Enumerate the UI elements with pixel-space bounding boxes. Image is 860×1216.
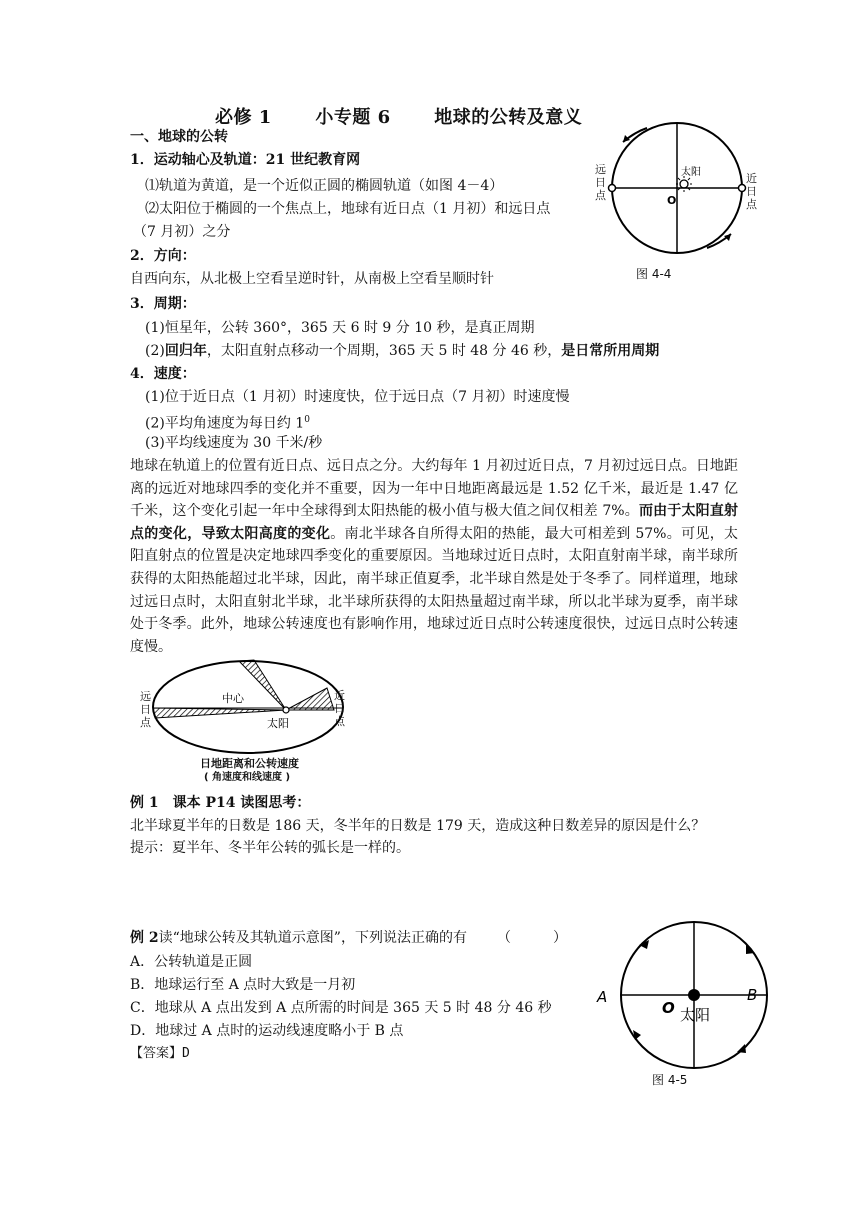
example1-line1: 北半球夏半年的日数是 186 天，冬半年的日数是 179 天，造成这种日数差异的原因是什么？ xyxy=(130,818,706,834)
example2-question xyxy=(130,928,567,948)
item3-heading: 3．周期： xyxy=(130,296,196,312)
ellipse-caption1: 日地距离和公转速度 xyxy=(200,757,299,770)
fig44-near-label: 近日点 xyxy=(746,172,757,211)
item3-line1: (1)恒星年，公转 360°，365 天 6 时 9 分 10 秒，是真正周期 xyxy=(145,320,535,336)
paragraph-rest: 。南北半球各自所得太阳的热能，最大可相差到 57%。可见，太阳直射点的位置是决定地球四季变化的重要原因。当地球过近日点时，太阳直射南半球，南半球所获得的太阳热能超过北半球，因此，南半球正值夏季，北半球自然是处于冬季了。同样道理，地球过远日点时，太阳直射北半球，北半球所获得的太阳热量超过南半球，所以北半球为夏季，南半球处于冬季。此外，地球公转速度也有影响作用，地球过近日点时公转速度很快，过远日点时公转速度慢。 xyxy=(130,525,738,655)
item4-line3: (3)平均线速度为 30 千米/秒 xyxy=(145,435,323,451)
section-heading: 一、地球的公转 xyxy=(130,129,228,145)
item3-line2-d: 是日常所用周期 xyxy=(561,343,660,359)
fig45-a-label: A xyxy=(597,988,608,1006)
example2-question-text: 读“地球公转及其轨道示意图”，下列说法正确的有 xyxy=(158,930,467,946)
answer: 【答案】D xyxy=(130,1046,190,1061)
ellipse-sun-label: 太阳 xyxy=(267,717,289,730)
paragraph-p1: 地球在轨道上的位置有近日点、远日点之分。大约每年 1 月初过近日点，7 月初过远日点。日地距离的远近对地球四季的变化并不重要，因为一年中日地距离最远是 1.52 亿千米，最近是 1.47 亿千米，这个变化引起一年中全球得到太阳热能的极小值与极大值之间仅相差 7%。 xyxy=(130,458,738,520)
fig45-center-label: O xyxy=(662,999,675,1017)
fig45-b-label: B xyxy=(747,986,758,1004)
item4-heading: 4．速度： xyxy=(130,366,196,382)
title-part2: 小专题 6 xyxy=(315,107,391,128)
item4-line2-text: (2)平均角速度为每日约 1 xyxy=(145,415,305,432)
item1-line3: （7 月初）之分 xyxy=(133,224,231,240)
option-a: A．公转轨道是正圆 xyxy=(130,954,253,970)
figure-4-5 xyxy=(595,918,770,1073)
item3-line2 xyxy=(145,341,659,361)
ellipse-center-label: 中心 xyxy=(222,692,244,705)
fig44-center-label: O xyxy=(667,194,677,207)
item2-heading: 2．方向： xyxy=(130,248,196,264)
item1-heading: 1．运动轴心及轨道：21 世纪教育网 xyxy=(130,152,361,168)
sun-icon xyxy=(283,707,289,713)
item3-line2-c: ，太阳直射点移动一个周期，365 天 5 时 48 分 46 秒， xyxy=(206,343,562,359)
fig44-far-label: 远日点 xyxy=(595,163,606,202)
ellipse-near-label: 近日点 xyxy=(334,689,345,728)
item1-line2: ⑵太阳位于椭圆的一个焦点上，地球有近日点（1 月初）和远日点 xyxy=(145,201,551,217)
example2-heading: 例 2 xyxy=(130,930,159,946)
arrowhead-icon xyxy=(746,945,755,954)
option-d: D．地球过 A 点时的运动线速度略小于 B 点 xyxy=(130,1023,404,1039)
main-paragraph xyxy=(130,455,738,658)
item4-line2-sup: 0 xyxy=(304,415,310,425)
paragraph-bold: 而由于太阳直射点的变化，导致太阳高度的变化 xyxy=(130,503,738,542)
sun-icon xyxy=(676,176,692,192)
item3-line2-a: (2) xyxy=(145,343,165,359)
option-c: C．地球从 A 点出发到 A 点所需的时间是 365 天 5 时 48 分 46 秒 xyxy=(130,1000,552,1016)
arrowhead-icon xyxy=(737,1044,746,1053)
example1-line2: 提示：夏半年、冬半年公转的弧长是一样的。 xyxy=(130,840,410,856)
item4-line1: (1)位于近日点（1 月初）时速度快，位于远日点（7 月初）时速度慢 xyxy=(145,389,570,405)
example2-paren: （ ） xyxy=(496,930,567,946)
title-part3: 地球的公转及意义 xyxy=(434,107,583,128)
title-part1: 必修 1 xyxy=(215,107,272,128)
fig45-sun-label: 太阳 xyxy=(680,1006,711,1024)
item4-line2 xyxy=(145,410,310,434)
sun-icon xyxy=(688,989,700,1001)
fig45-caption: 图 4-5 xyxy=(652,1073,688,1087)
orbit-speed-figure xyxy=(136,652,366,757)
option-b: B．地球运行至 A 点时大致是一月初 xyxy=(130,977,356,993)
item2-text: 自西向东，从北极上空看呈逆时针，从南极上空看呈顺时针 xyxy=(130,271,494,287)
fig44-caption: 图 4-4 xyxy=(636,267,672,281)
fig44-sun-label: 太阳 xyxy=(681,167,701,178)
item3-line2-b: 回归年 xyxy=(164,343,207,359)
ellipse-caption2: ( 角速度和线速度 ) xyxy=(204,772,291,783)
figure-4-4 xyxy=(595,120,765,290)
page-title xyxy=(215,103,582,129)
ellipse-far-label: 远日点 xyxy=(140,690,151,729)
item1-line1: ⑴轨道为黄道，是一个近似正圆的椭圆轨道（如图 4－4） xyxy=(145,178,504,194)
example1-heading: 例 1 课本 P14 读图思考： xyxy=(130,795,311,811)
